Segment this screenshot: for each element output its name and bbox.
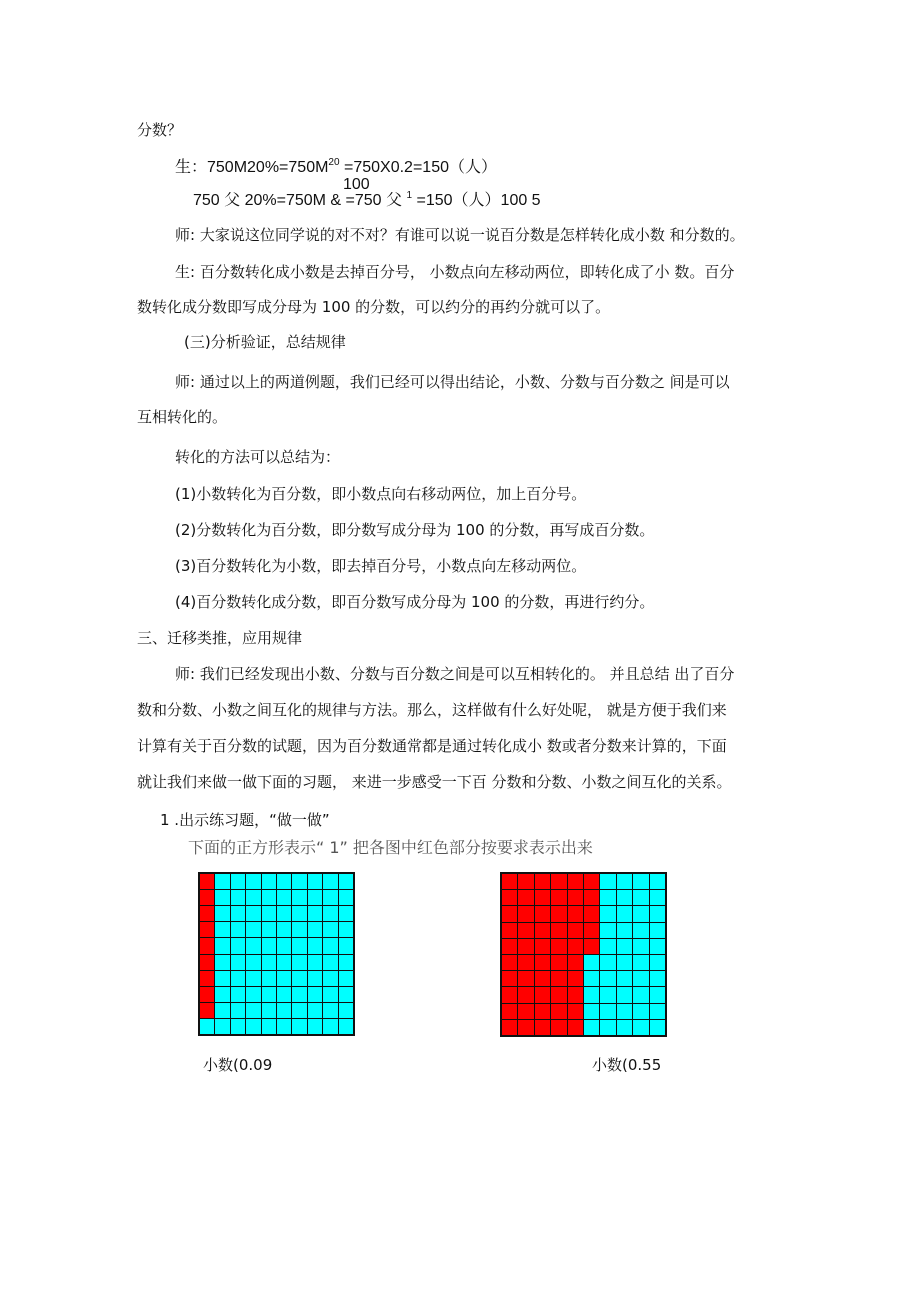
grid-cell: [518, 955, 533, 970]
grid-cell: [277, 955, 291, 970]
grid-cell: [262, 971, 276, 986]
grid-cell: [568, 1004, 583, 1019]
grid-cell: [650, 906, 665, 921]
text-line: 互相转化的。: [137, 408, 228, 426]
grid-cell: [308, 922, 322, 937]
grid-cell: [246, 1003, 260, 1018]
grid-cell: [584, 987, 599, 1002]
grid-cell: [600, 890, 615, 905]
grid-cell: [339, 955, 353, 970]
grid-cell: [308, 906, 322, 921]
grid-cell: [502, 971, 517, 986]
grid-cell: [518, 890, 533, 905]
grid-cell: [200, 1003, 214, 1018]
grid-cell: [200, 955, 214, 970]
grid-cell: [308, 971, 322, 986]
grid-cell: [215, 922, 229, 937]
grid-cell: [308, 987, 322, 1002]
formula-superscript: 1: [406, 190, 413, 201]
grid-cell: [246, 971, 260, 986]
grid-cell: [277, 874, 291, 889]
grid-cell: [650, 923, 665, 938]
text-line: 师: 大家说这位同学说的对不对？有谁可以说一说百分数是怎样转化成小数 和分数的。: [175, 226, 745, 244]
grid-cell: [215, 955, 229, 970]
exercise-title: 1 .出示练习题，“做一做”: [160, 811, 330, 829]
text-line: 生: 百分数转化成小数是去掉百分号， 小数点向左移动两位，即转化成了小 数。百分: [175, 263, 735, 281]
grid-cell: [339, 971, 353, 986]
formula-text: =750X0.2=150（人）: [344, 159, 497, 176]
grid-cell: [246, 922, 260, 937]
grid-cell: [339, 1003, 353, 1018]
grid-cell: [231, 1003, 245, 1018]
grid-cell: [262, 890, 276, 905]
grid-cell: [551, 955, 566, 970]
formula-line-1: [175, 158, 497, 180]
grid-cell: [215, 874, 229, 889]
grid-cell: [600, 955, 615, 970]
grid-cell: [308, 1019, 322, 1034]
grid-cell: [617, 987, 632, 1002]
grid-cell: [600, 1020, 615, 1035]
grid-cell: [502, 955, 517, 970]
grid-cell: [231, 955, 245, 970]
grid-cell: [292, 874, 306, 889]
grid-cell: [323, 938, 337, 953]
grid-cell: [633, 939, 648, 954]
grid-cell: [200, 1019, 214, 1034]
grid-cell: [617, 906, 632, 921]
grid-cell: [617, 874, 632, 889]
grid-cell: [339, 906, 353, 921]
formula-text: =150（人）100 5: [416, 192, 541, 209]
grid-cell: [277, 987, 291, 1002]
grid-cell: [292, 987, 306, 1002]
grid-cell: [518, 906, 533, 921]
list-item: (3)百分数转化为小数，即去掉百分号，小数点向左移动两位。: [175, 557, 587, 575]
grid-cell: [650, 874, 665, 889]
grid-cell: [292, 906, 306, 921]
grid-cell: [292, 1003, 306, 1018]
grid-cell: [584, 1020, 599, 1035]
grid-cell: [502, 890, 517, 905]
grid-cell: [292, 1019, 306, 1034]
grid-cell: [308, 874, 322, 889]
grid-cell: [551, 971, 566, 986]
grid-cell: [277, 906, 291, 921]
grid-cell: [633, 1004, 648, 1019]
grid-cell: [600, 906, 615, 921]
grid-cell: [633, 874, 648, 889]
grid-cell: [215, 1019, 229, 1034]
grid-cell: [308, 890, 322, 905]
grid-cell: [215, 890, 229, 905]
grid-cell: [502, 923, 517, 938]
formula-text: 750 父 20%=750M & =750 父: [193, 192, 403, 209]
grid-cell: [292, 955, 306, 970]
grid-cell: [200, 890, 214, 905]
grid-cell: [551, 1020, 566, 1035]
grid-cell: [231, 938, 245, 953]
grid-cell: [650, 939, 665, 954]
grid-cell: [535, 923, 550, 938]
grid-cell: [650, 1004, 665, 1019]
grid-cell: [568, 971, 583, 986]
grid-caption-left: 小数(0.09: [203, 1056, 273, 1074]
grid-cell: [262, 922, 276, 937]
grid-cell: [535, 890, 550, 905]
grid-cell: [308, 938, 322, 953]
grid-cell: [600, 923, 615, 938]
grid-cell: [262, 987, 276, 1002]
grid-cell: [518, 987, 533, 1002]
grid-cell: [339, 938, 353, 953]
grid-cell: [308, 955, 322, 970]
grid-cell: [246, 1019, 260, 1034]
grid-cell: [633, 955, 648, 970]
hundred-grid-left: [198, 872, 355, 1036]
grid-cell: [200, 906, 214, 921]
grid-cell: [502, 1004, 517, 1019]
grid-cell: [617, 939, 632, 954]
grid-cell: [292, 971, 306, 986]
grid-cell: [551, 939, 566, 954]
grid-cell: [231, 1019, 245, 1034]
grid-cell: [231, 874, 245, 889]
grid-cell: [518, 939, 533, 954]
grid-cell: [200, 938, 214, 953]
grid-cell: [568, 987, 583, 1002]
grid-cell: [584, 906, 599, 921]
grid-cell: [568, 923, 583, 938]
grid-cell: [584, 890, 599, 905]
grid-cell: [551, 906, 566, 921]
grid-cell: [551, 874, 566, 889]
grid-cell: [600, 1004, 615, 1019]
grid-cell: [231, 922, 245, 937]
grid-cell: [518, 1020, 533, 1035]
text-line: 师: 通过以上的两道例题，我们已经可以得出结论，小数、分数与百分数之 间是可以: [175, 373, 730, 391]
grid-cell: [277, 971, 291, 986]
grid-cell: [600, 987, 615, 1002]
grid-cell: [323, 890, 337, 905]
grid-cell: [277, 1019, 291, 1034]
grid-cell: [231, 987, 245, 1002]
grid-cell: [339, 874, 353, 889]
grid-cell: [551, 923, 566, 938]
grid-cell: [551, 1004, 566, 1019]
grid-cell: [584, 955, 599, 970]
grid-cell: [535, 1020, 550, 1035]
grid-cell: [518, 1004, 533, 1019]
grid-cell: [262, 1019, 276, 1034]
grid-cell: [246, 906, 260, 921]
grid-cell: [568, 890, 583, 905]
grid-cell: [323, 955, 337, 970]
grid-cell: [502, 939, 517, 954]
text-line: 转化的方法可以总结为：: [175, 448, 341, 466]
formula-text: 生：750M20%=750M: [175, 159, 329, 176]
grid-cell: [535, 1004, 550, 1019]
grid-cell: [617, 971, 632, 986]
grid-cell: [215, 906, 229, 921]
exercise-instruction: 下面的正方形表示“ 1” 把各图中红色部分按要求表示出来: [188, 838, 593, 857]
grid-cell: [502, 874, 517, 889]
grid-cell: [535, 906, 550, 921]
grid-cell: [568, 955, 583, 970]
grid-cell: [568, 1020, 583, 1035]
grid-cell: [339, 1019, 353, 1034]
grid-cell: [633, 906, 648, 921]
grid-cell: [617, 955, 632, 970]
grid-cell: [323, 987, 337, 1002]
grid-cell: [584, 971, 599, 986]
grid-cell: [323, 971, 337, 986]
grid-cell: [551, 987, 566, 1002]
grid-cell: [277, 922, 291, 937]
grid-cell: [650, 971, 665, 986]
grid-cell: [551, 890, 566, 905]
text-line: 就让我们来做一做下面的习题， 来进一步感受一下百 分数和分数、小数之间互化的关系。: [137, 773, 732, 791]
grid-cell: [617, 923, 632, 938]
grid-caption-right: 小数(0.55: [592, 1056, 662, 1074]
grid-cell: [215, 987, 229, 1002]
grid-cell: [584, 1004, 599, 1019]
grid-cell: [323, 906, 337, 921]
text-line: 数转化成分数即写成分母为 100 的分数，可以约分的再约分就可以了。: [137, 298, 611, 316]
grid-cell: [617, 1004, 632, 1019]
grid-cell: [535, 987, 550, 1002]
grid-cell: [246, 874, 260, 889]
grid-cell: [518, 923, 533, 938]
grid-cell: [200, 987, 214, 1002]
grid-cell: [200, 874, 214, 889]
formula-denominator: 100: [343, 176, 370, 193]
grid-cell: [277, 890, 291, 905]
formula-superscript: 20: [328, 157, 340, 168]
grid-cell: [292, 922, 306, 937]
grid-cell: [246, 938, 260, 953]
text-line: 计算有关于百分数的试题，因为百分数通常都是通过转化成小 数或者分数来计算的，下面: [137, 737, 727, 755]
formula-line-2: [193, 191, 541, 213]
grid-cell: [308, 1003, 322, 1018]
grid-cell: [584, 939, 599, 954]
section-heading: 三、迁移类推，应用规律: [137, 629, 303, 647]
grid-cell: [568, 874, 583, 889]
grid-cell: [535, 939, 550, 954]
grid-cell: [323, 1003, 337, 1018]
hundred-grid-right: [500, 872, 667, 1037]
grid-cell: [292, 890, 306, 905]
grid-cell: [633, 923, 648, 938]
grid-cell: [617, 1020, 632, 1035]
grid-cell: [650, 890, 665, 905]
grid-cell: [633, 1020, 648, 1035]
grid-cell: [535, 955, 550, 970]
grid-cell: [600, 939, 615, 954]
grid-cell: [600, 874, 615, 889]
grid-cell: [215, 971, 229, 986]
grid-cell: [650, 987, 665, 1002]
list-item: (2)分数转化为百分数，即分数写成分母为 100 的分数，再写成百分数。: [175, 521, 655, 539]
grid-cell: [502, 987, 517, 1002]
grid-cell: [633, 890, 648, 905]
text-line: 分数？: [137, 121, 183, 139]
grid-cell: [535, 874, 550, 889]
grid-cell: [617, 890, 632, 905]
grid-cell: [292, 938, 306, 953]
grid-cell: [518, 971, 533, 986]
grid-cell: [246, 890, 260, 905]
grid-cell: [339, 987, 353, 1002]
grid-cell: [262, 955, 276, 970]
grid-cell: [650, 1020, 665, 1035]
grid-cell: [584, 874, 599, 889]
grid-cell: [246, 955, 260, 970]
grid-cell: [277, 938, 291, 953]
grid-cell: [215, 938, 229, 953]
grid-cell: [633, 971, 648, 986]
grid-cell: [200, 971, 214, 986]
grid-cell: [535, 971, 550, 986]
grid-cell: [200, 922, 214, 937]
grid-cell: [262, 906, 276, 921]
grid-cell: [231, 906, 245, 921]
grid-cell: [231, 890, 245, 905]
grid-cell: [518, 874, 533, 889]
text-line: 数和分数、小数之间互化的规律与方法。那么，这样做有什么好处呢， 就是方便于我们来: [137, 701, 727, 719]
grid-cell: [246, 987, 260, 1002]
grid-cell: [231, 971, 245, 986]
grid-cell: [600, 971, 615, 986]
grid-cell: [584, 923, 599, 938]
grid-cell: [502, 1020, 517, 1035]
section-heading: (三)分析验证，总结规律: [184, 333, 346, 351]
grid-cell: [650, 955, 665, 970]
grid-cell: [277, 1003, 291, 1018]
text-line: 师: 我们已经发现出小数、分数与百分数之间是可以互相转化的。 并且总结 出了百分: [175, 665, 735, 683]
list-item: (1)小数转化为百分数，即小数点向右移动两位，加上百分号。: [175, 485, 587, 503]
list-item: (4)百分数转化成分数，即百分数写成分母为 100 的分数，再进行约分。: [175, 593, 655, 611]
grid-cell: [262, 1003, 276, 1018]
grid-cell: [262, 874, 276, 889]
grid-cell: [339, 922, 353, 937]
grid-cell: [215, 1003, 229, 1018]
grid-cell: [568, 906, 583, 921]
grid-cell: [633, 987, 648, 1002]
grid-cell: [323, 874, 337, 889]
grid-cell: [323, 1019, 337, 1034]
grid-cell: [262, 938, 276, 953]
grid-cell: [323, 922, 337, 937]
grid-cell: [339, 890, 353, 905]
grid-cell: [502, 906, 517, 921]
grid-cell: [568, 939, 583, 954]
